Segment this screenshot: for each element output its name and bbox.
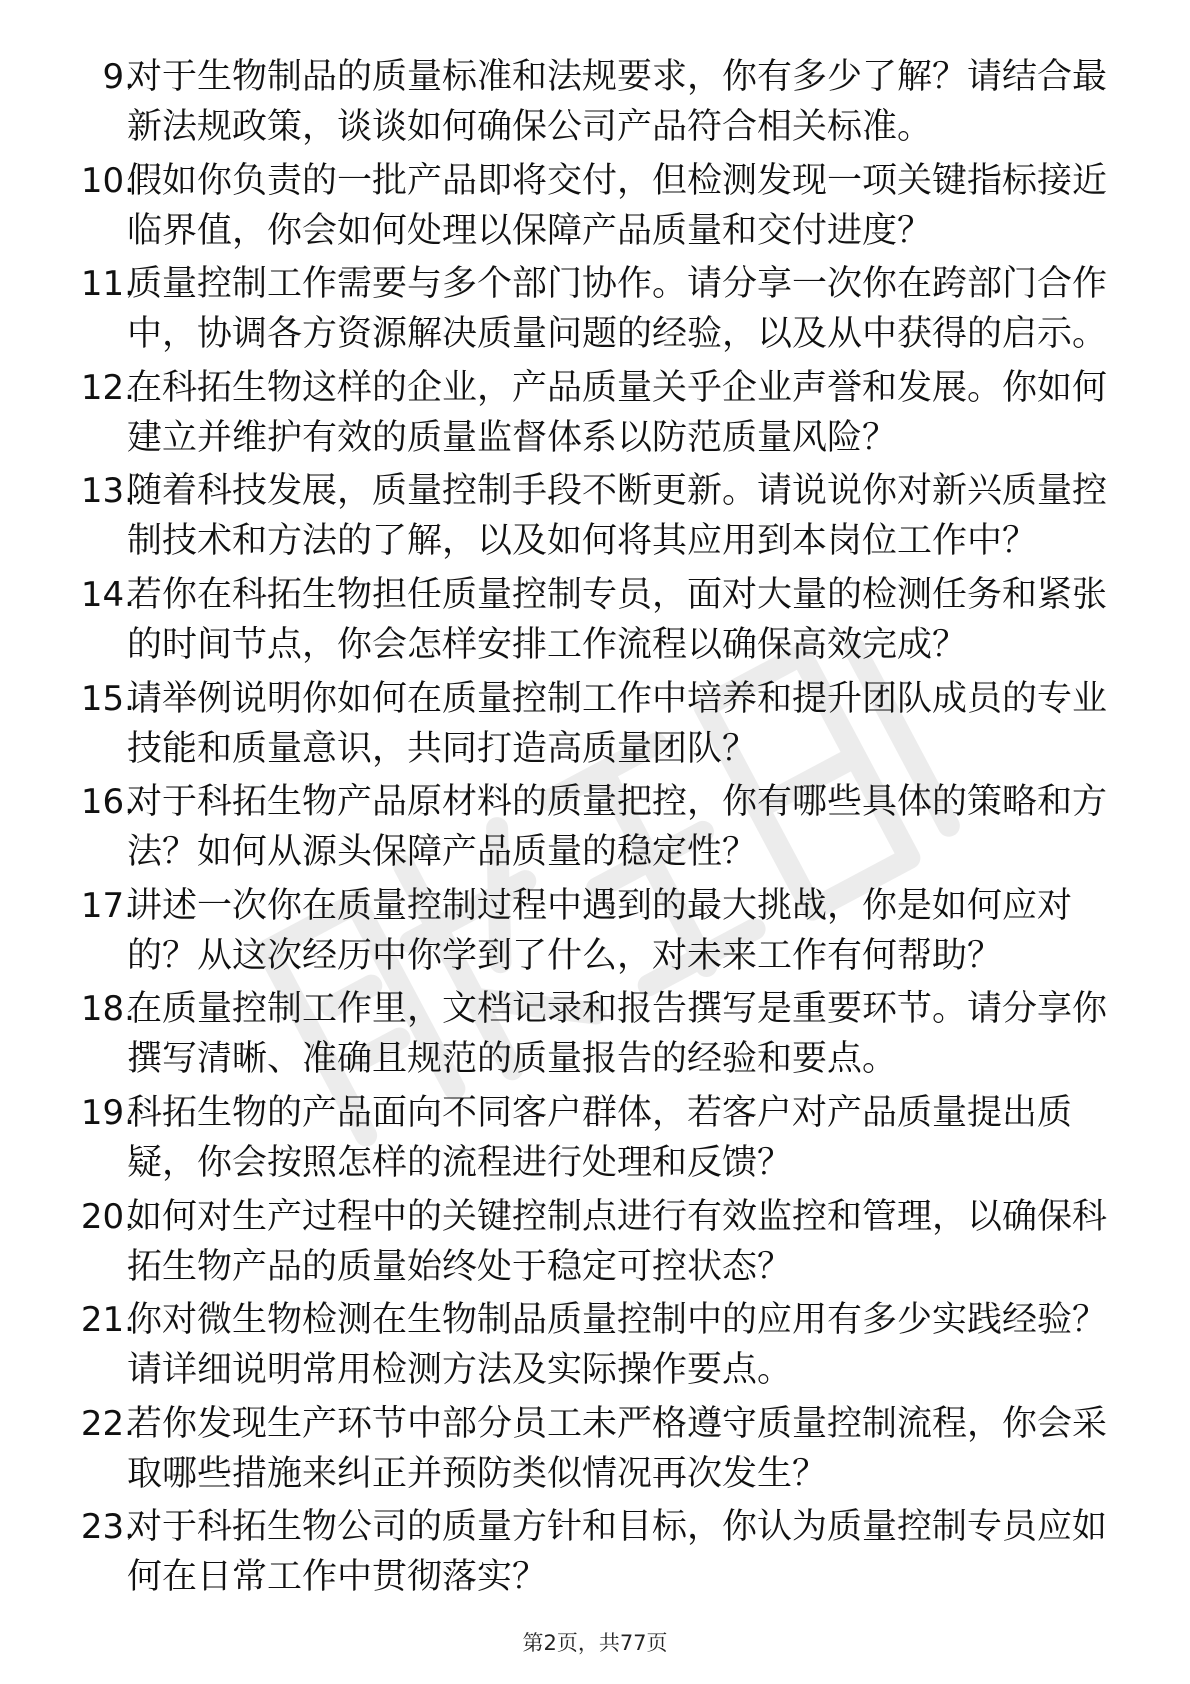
list-item [0,1399,1190,1503]
question-text: 科拓生物的产品面向不同客户群体，若客户对产品质量提出质疑，你会按照怎样的流程进行处理和反馈？ [127,1092,1073,1183]
question-number: 10. [80,160,135,201]
question-text: 请举例说明你如何在质量控制工作中培养和提升团队成员的专业技能和质量意识，共同打造高质量团队？ [127,678,1108,769]
list-item [0,674,1190,778]
question-number: 14. [80,574,135,615]
list-item [0,363,1190,467]
question-number: 9. [102,57,135,97]
list-item [0,1192,1190,1296]
question-number: 12. [80,367,135,408]
question-text: 质量控制工作需要与多个部门协作。请分享一次你在跨部门合作中，协调各方资源解决质量问题的经验，以及从中获得的启示。 [127,264,1108,355]
question-text: 在科拓生物这样的企业，产品质量关乎企业声誉和发展。你如何建立并维护有效的质量监督体系以防范质量风险？ [127,367,1108,458]
list-item [0,881,1190,985]
list-item [0,156,1190,260]
question-number: 23. [80,1507,135,1548]
question-text: 在质量控制工作里，文档记录和报告撰写是重要环节。请分享你撰写清晰、准确且规范的质量报告的经验和要点。 [127,989,1108,1080]
question-text: 你对微生物检测在生物制品质量控制中的应用有多少实践经验？请详细说明常用检测方法及实际操作要点。 [127,1300,1108,1391]
list-item [0,259,1190,363]
question-number: 21. [80,1300,135,1341]
list-item [0,466,1190,570]
question-text: 随着科技发展，质量控制手段不断更新。请说说你对新兴质量控制技术和方法的了解，以及如何将其应用到本岗位工作中？ [127,471,1108,562]
question-text: 对于科拓生物产品原材料的质量把控，你有哪些具体的策略和方法？如何从源头保障产品质量的稳定性？ [127,782,1108,873]
question-number: 17. [80,885,135,926]
question-text: 讲述一次你在质量控制过程中遇到的最大挑战，你是如何应对的？从这次经历中你学到了什么，对未来工作有何帮助？ [127,885,1073,976]
question-number: 19. [80,1092,135,1133]
list-item [0,1295,1190,1399]
question-list [0,52,1190,1606]
question-text: 若你在科拓生物担任质量控制专员，面对大量的检测任务和紧张的时间节点，你会怎样安排工作流程以确保高效完成？ [127,574,1108,665]
list-item [0,1088,1190,1192]
list-item [0,984,1190,1088]
list-item [0,52,1190,156]
question-number: 11. [80,264,135,305]
question-number: 22. [80,1403,135,1444]
question-text: 对于科拓生物公司的质量方针和目标，你认为质量控制专员应如何在日常工作中贯彻落实？ [127,1507,1108,1598]
question-text: 如何对生产过程中的关键控制点进行有效监控和管理，以确保科拓生物产品的质量始终处于稳定可控状态？ [127,1196,1108,1287]
question-text: 对于生物制品的质量标准和法规要求，你有多少了解？请结合最新法规政策，谈谈如何确保公司产品符合相关标准。 [127,57,1108,147]
page-number: 第2页，共77页 [522,1631,668,1655]
question-number: 18. [80,989,135,1030]
question-number: 20. [80,1196,135,1237]
question-text: 假如你负责的一批产品即将交付，但检测发现一项关键指标接近临界值，你会如何处理以保障产品质量和交付进度？ [127,160,1108,251]
list-item [0,1502,1190,1606]
question-text: 若你发现生产环节中部分员工未严格遵守质量控制流程，你会采取哪些措施来纠正并预防类似情况再次发生？ [127,1403,1108,1494]
list-item [0,777,1190,881]
question-number: 13. [80,471,135,512]
question-number: 15. [80,678,135,719]
question-number: 16. [80,782,135,823]
list-item [0,570,1190,674]
